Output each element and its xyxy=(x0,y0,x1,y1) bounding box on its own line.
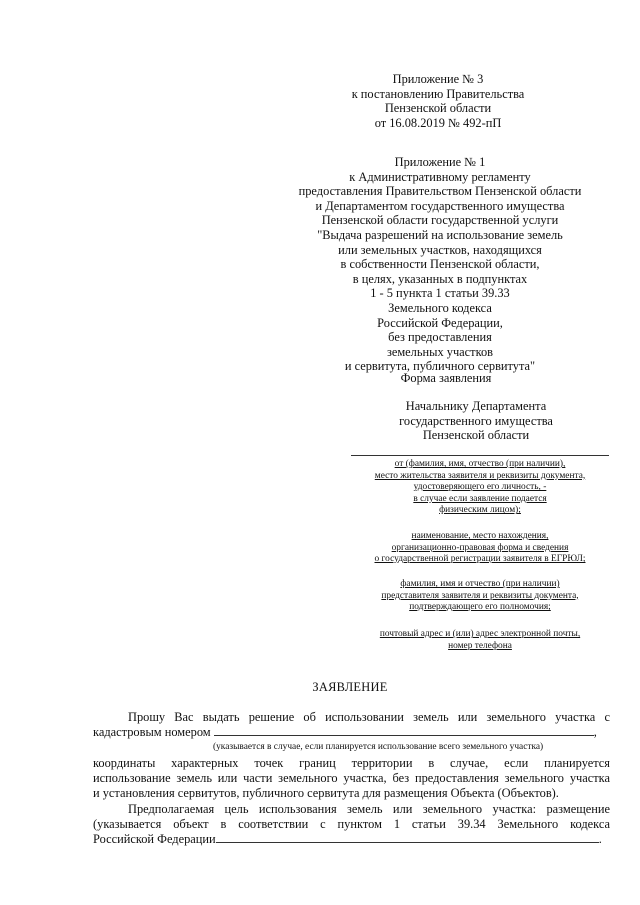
appendix-3-line: Пензенской области xyxy=(384,101,492,116)
hint-line: почтовый адрес и (или) адрес электронной почты, xyxy=(379,629,581,639)
appendix-1-line: без предоставления xyxy=(388,330,492,345)
purpose-object-field[interactable] xyxy=(216,832,599,843)
cadastral-comma: , xyxy=(593,725,597,739)
cadastral-label: кадастровым номером xyxy=(93,725,211,739)
statement-p1-line1: Прошу Вас выдать решение об использовании земель или земельного участка с xyxy=(128,710,610,724)
addressee-line: государственного имущества xyxy=(399,413,553,428)
federation-label: Российской Федерации xyxy=(93,832,216,846)
statement-p1-line2 xyxy=(93,725,610,740)
appendix-3-line: Приложение № 3 xyxy=(392,72,484,86)
statement-p1-line3: координаты характерных точек границ территории в случае, если планируется xyxy=(93,756,610,770)
cadastral-number-field[interactable] xyxy=(214,725,594,736)
statement-p2-line2: (указывается объект в соответствии с пунктом 1 статьи 39.34 Земельного кодекса xyxy=(93,817,610,831)
hint-line: подтверждающего его полномочия; xyxy=(409,602,551,613)
appendix-1-line: и сервитута, публичного сервитута" xyxy=(344,359,536,374)
statement-p1-line4: использование земель или части земельного участка, без предоставления земельного участка xyxy=(93,771,610,785)
applicant-representative-hint xyxy=(351,579,609,614)
hint-line: удостоверяющего его личность, - xyxy=(413,482,547,493)
hint-line: место жительства заявителя и реквизиты документа, xyxy=(374,470,586,481)
appendix-1-header xyxy=(270,155,610,374)
appendix-1-line: земельных участков xyxy=(386,344,494,359)
appendix-1-line: и Департаментом государственного имущества xyxy=(315,198,565,213)
hint-line: представителя заявителя и реквизиты документа, xyxy=(381,590,579,601)
hint-line: организационно-правовая форма и сведения xyxy=(391,542,569,553)
hint-line: в случае если заявление подается xyxy=(413,493,547,504)
statement-p2-line1: Предполагаемая цель использования земель или земельного участка: размещение xyxy=(128,802,610,816)
applicant-legal-hint xyxy=(351,531,609,566)
hint-line: наименование, место нахождения, xyxy=(411,531,549,541)
appendix-3-header xyxy=(318,72,558,130)
hint-line: физическим лицом); xyxy=(439,505,521,516)
hint-line: фамилия, имя и отчество (при наличии) xyxy=(400,579,560,589)
addressee-block xyxy=(366,399,586,443)
statement-title: ЗАЯВЛЕНИЕ xyxy=(312,680,388,694)
appendix-3-line: к постановлению Правительства xyxy=(351,86,525,101)
appendix-1-line: в целях, указанных в подпунктах xyxy=(352,271,528,286)
appendix-1-line: предоставления Правительством Пензенской области xyxy=(298,184,582,199)
appendix-1-line: Российской Федерации, xyxy=(377,315,503,330)
applicant-individual-hint xyxy=(351,459,609,517)
appendix-3-line: от 16.08.2019 № 492-пП xyxy=(374,115,502,130)
hint-line: номер телефона xyxy=(448,640,512,651)
hint-line: от (фамилия, имя, отчество (при наличии), xyxy=(394,459,566,469)
applicant-contacts-hint xyxy=(351,629,609,652)
appendix-1-line: Пензенской области государственной услуги xyxy=(321,213,559,228)
hint-line: о государственной регистрации заявителя в ЕГРЮЛ; xyxy=(374,554,586,565)
appendix-1-line: 1 - 5 пункта 1 статьи 39.33 xyxy=(370,286,510,301)
addressee-line: Пензенской области xyxy=(422,428,530,443)
appendix-1-line: в собственности Пензенской области, xyxy=(340,257,540,272)
appendix-1-line: к Административному регламенту xyxy=(349,169,531,184)
blank-line[interactable] xyxy=(351,455,609,456)
appendix-1-line: Земельного кодекса xyxy=(388,300,492,315)
form-title: Форма заявления xyxy=(400,371,492,385)
statement-p1-line5: и установления сервитутов, публичного сервитута для размещения Объекта (Объектов). xyxy=(93,786,559,800)
appendix-1-line: "Выдача разрешений на использование земель xyxy=(317,227,563,242)
purpose-period: . xyxy=(598,832,602,846)
cadastral-note: (указывается в случае, если планируется использование всего земельного участка) xyxy=(213,742,544,752)
appendix-1-line: Приложение № 1 xyxy=(394,155,486,169)
appendix-1-line: или земельных участков, находящихся xyxy=(338,242,542,257)
addressee-line: Начальнику Департамента xyxy=(405,399,547,413)
statement-p2-line3 xyxy=(93,832,610,847)
